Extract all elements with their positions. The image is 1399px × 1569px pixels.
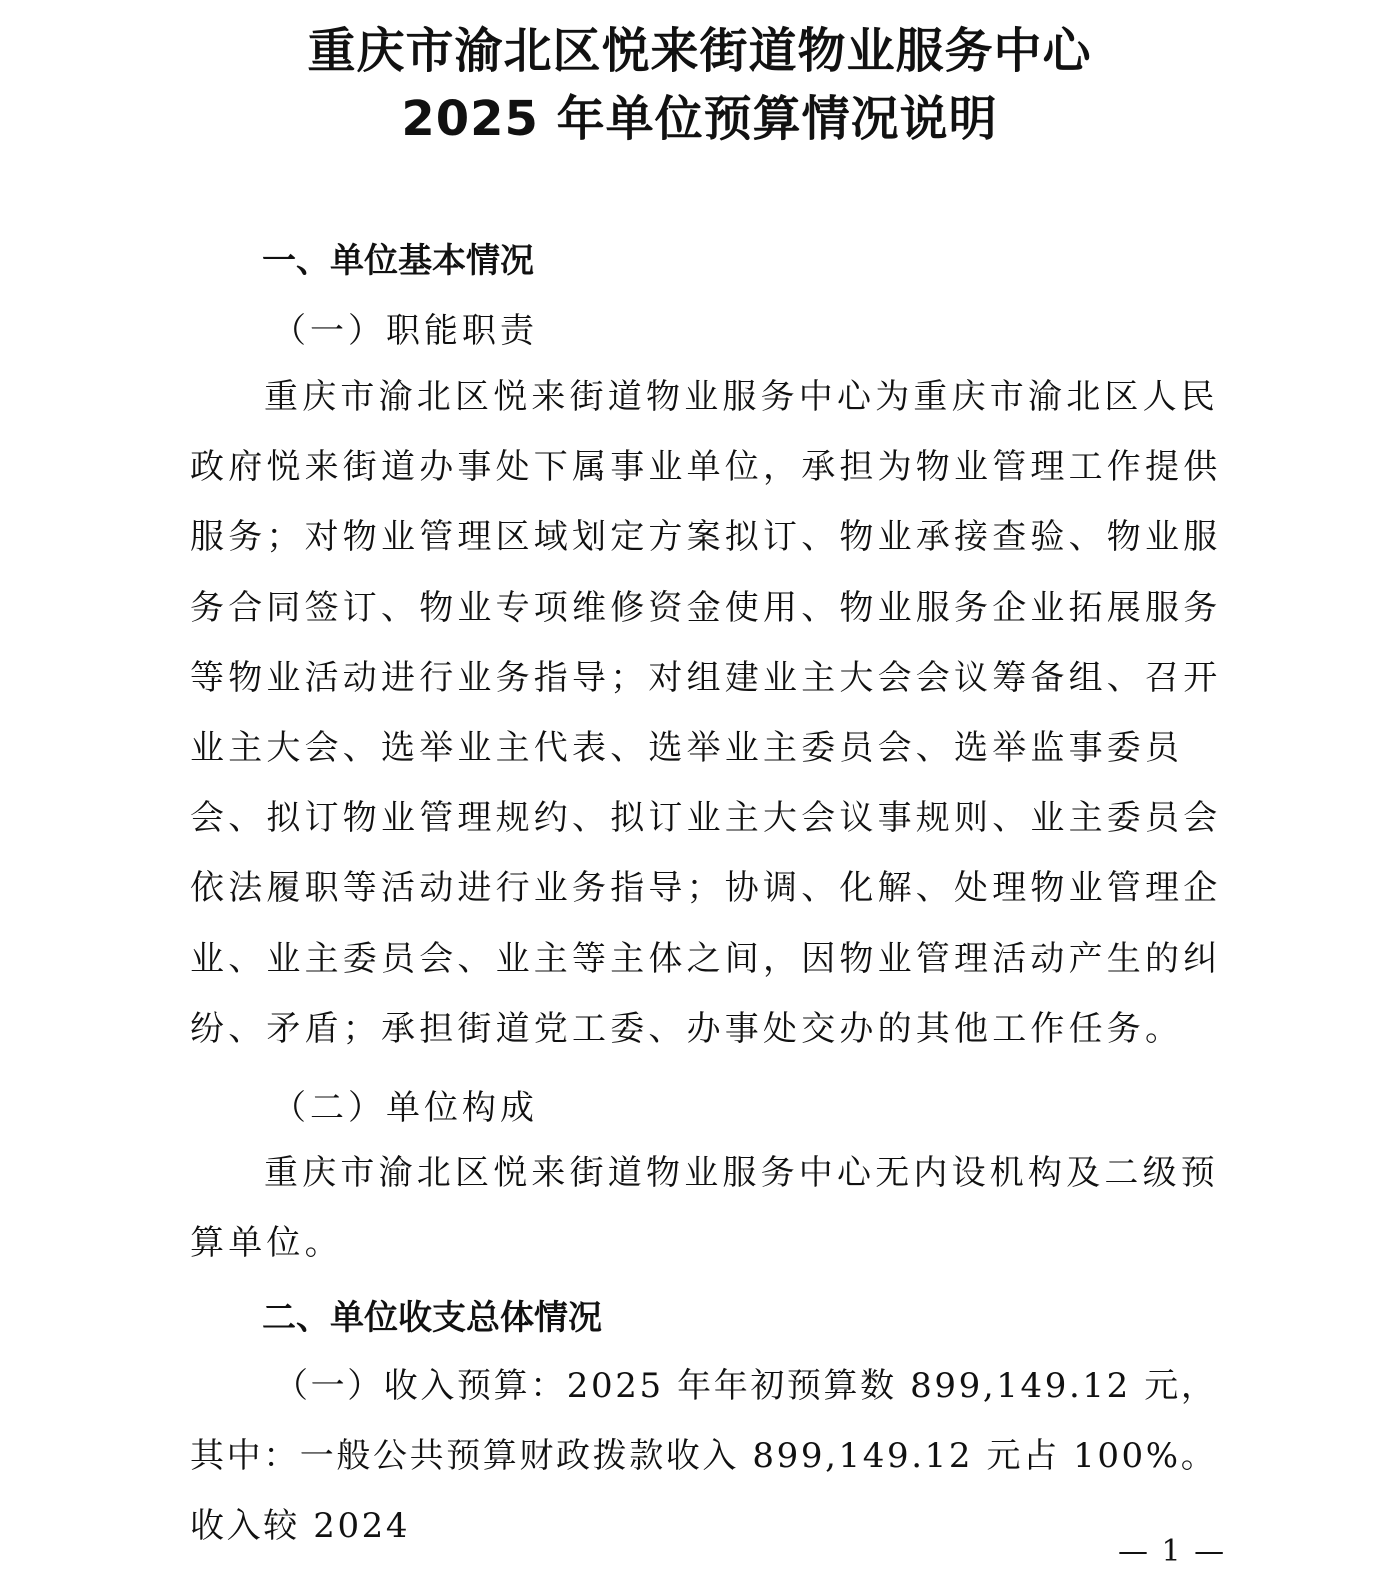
document-title-line1: 重庆市渝北区悦来街道物业服务中心: [307, 23, 1092, 79]
section1-sub2-heading: （二）单位构成: [272, 1088, 538, 1128]
section1-sub1-heading: （一）职能职责: [272, 311, 538, 351]
document-title-line2: 2025 年单位预算情况说明: [401, 91, 998, 147]
section1-sub1-paragraph: 重庆市渝北区悦来街道物业服务中心为重庆市渝北区人民政府悦来街道办事处下属事业单位，承担为物业管理工作提供服务；对物业管理区域划定方案拟订、物业承接查验、物业服务合同签订、物业专项维修资金使用、物业服务企业拓展服务等物业活动进行业务指导；对组建业主大会会议筹备组、召开业主大会、选举业主代表、选举业主委员会、选举监事委员会、拟订物业管理规约、拟订业主大会议事规则、业主委员会依法履职等活动进行业务指导；协调、化解、处理物业管理企业、业主委员会、业主等主体之间，因物业管理活动产生的纠纷、矛盾；承担街道党工委、办事处交办的其他工作任务。: [190, 377, 1222, 1049]
section1-sub2-paragraph: 重庆市渝北区悦来街道物业服务中心无内设机构及二级预算单位。: [190, 1153, 1219, 1264]
section2-heading: 二、单位收支总体情况: [262, 1298, 602, 1338]
page-number: — 1 —: [1118, 1534, 1227, 1569]
section2-sub1-paragraph: （一）收入预算：2025 年年初预算数 899,149.12 元，其中：一般公共预算财政拨款收入 899,149.12 元占 100%。收入较 2024: [190, 1366, 1218, 1547]
section1-heading: 一、单位基本情况: [262, 241, 534, 281]
